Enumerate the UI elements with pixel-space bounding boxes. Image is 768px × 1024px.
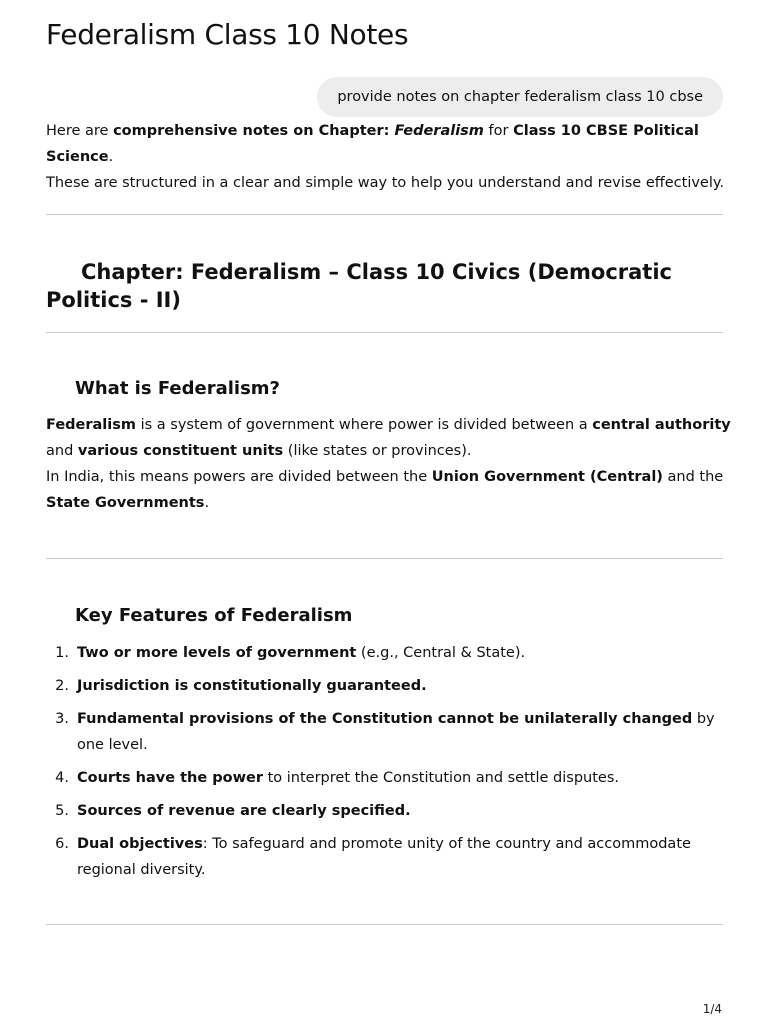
- divider: [46, 332, 723, 333]
- list-item-bold: Dual objectives: [77, 836, 203, 852]
- list-item-bold: Jurisdiction is constitutionally guaranteed.: [77, 678, 427, 694]
- section-heading-key-features: Key Features of Federalism: [75, 605, 353, 626]
- term-state-governments: State Governments: [46, 495, 205, 511]
- chapter-heading-text: Chapter: Federalism – Class 10 Civics (Democratic Politics - II): [46, 260, 672, 312]
- list-item-bold: Fundamental provisions of the Constitution cannot be unilaterally changed: [77, 711, 693, 727]
- list-item: [46, 831, 723, 883]
- intro-text: Here are: [46, 123, 114, 139]
- intro-bold-text: comprehensive notes on Chapter:: [113, 123, 395, 139]
- list-item: [46, 706, 723, 758]
- list-number: 2.: [55, 678, 69, 694]
- page-title: Federalism Class 10 Notes: [46, 18, 409, 51]
- user-prompt-text: provide notes on chapter federalism class 10 cbse: [337, 89, 703, 105]
- definition-text: and: [46, 443, 78, 459]
- intro-section: [46, 118, 736, 196]
- intro-text: for: [483, 123, 514, 139]
- definition-text: In India, this means powers are divided between the: [46, 469, 432, 485]
- list-item: [46, 765, 723, 791]
- list-item-text: : To safeguard and promote unity of the country and accommodate regional diversity.: [77, 836, 691, 878]
- list-item: [46, 640, 723, 666]
- divider: [46, 924, 723, 925]
- term-central-authority: central authority: [592, 417, 731, 433]
- section-heading-what-is: What is Federalism?: [75, 378, 280, 399]
- intro-paragraph-2: These are structured in a clear and simple way to help you understand and revise effectively.: [46, 175, 725, 191]
- list-item-text: by one level.: [77, 711, 715, 753]
- chapter-heading: [46, 258, 723, 314]
- list-number: 4.: [55, 770, 69, 786]
- term-constituent-units: various constituent units: [77, 443, 284, 459]
- list-item-bold: Sources of revenue are clearly specified.: [77, 803, 411, 819]
- list-number: 3.: [55, 711, 69, 727]
- term-union-government: Union Government (Central): [431, 469, 663, 485]
- intro-paragraph-1: [46, 118, 736, 170]
- intro-chapter-name: Federalism: [394, 123, 484, 139]
- definition-text: (like states or provinces).: [283, 443, 472, 459]
- list-item: [46, 673, 723, 699]
- divider: [46, 214, 723, 215]
- list-number: 1.: [55, 645, 69, 661]
- definition-text: .: [204, 495, 210, 511]
- list-item-bold: Two or more levels of government: [77, 645, 357, 661]
- list-number: 6.: [55, 836, 69, 852]
- definition-text: is a system of government where power is divided between a: [135, 417, 593, 433]
- list-item-bold: Courts have the power: [77, 770, 263, 786]
- definition-sentence-1: [46, 412, 736, 464]
- intro-text: .: [108, 149, 114, 165]
- user-prompt-bubble: [317, 77, 723, 117]
- list-number: 5.: [55, 803, 69, 819]
- list-item: [46, 798, 723, 824]
- divider: [46, 558, 723, 559]
- list-item-text: to interpret the Constitution and settle disputes.: [263, 770, 619, 786]
- definition-section: [46, 412, 736, 516]
- definition-text: and the: [662, 469, 724, 485]
- page-indicator: 1/4: [702, 1002, 722, 1016]
- definition-sentence-2: [46, 464, 736, 516]
- features-list: [46, 640, 723, 890]
- term-federalism: Federalism: [46, 417, 136, 433]
- list-item-text: (e.g., Central & State).: [356, 645, 526, 661]
- intro-subject: Class 10 CBSE Political Science: [46, 123, 699, 165]
